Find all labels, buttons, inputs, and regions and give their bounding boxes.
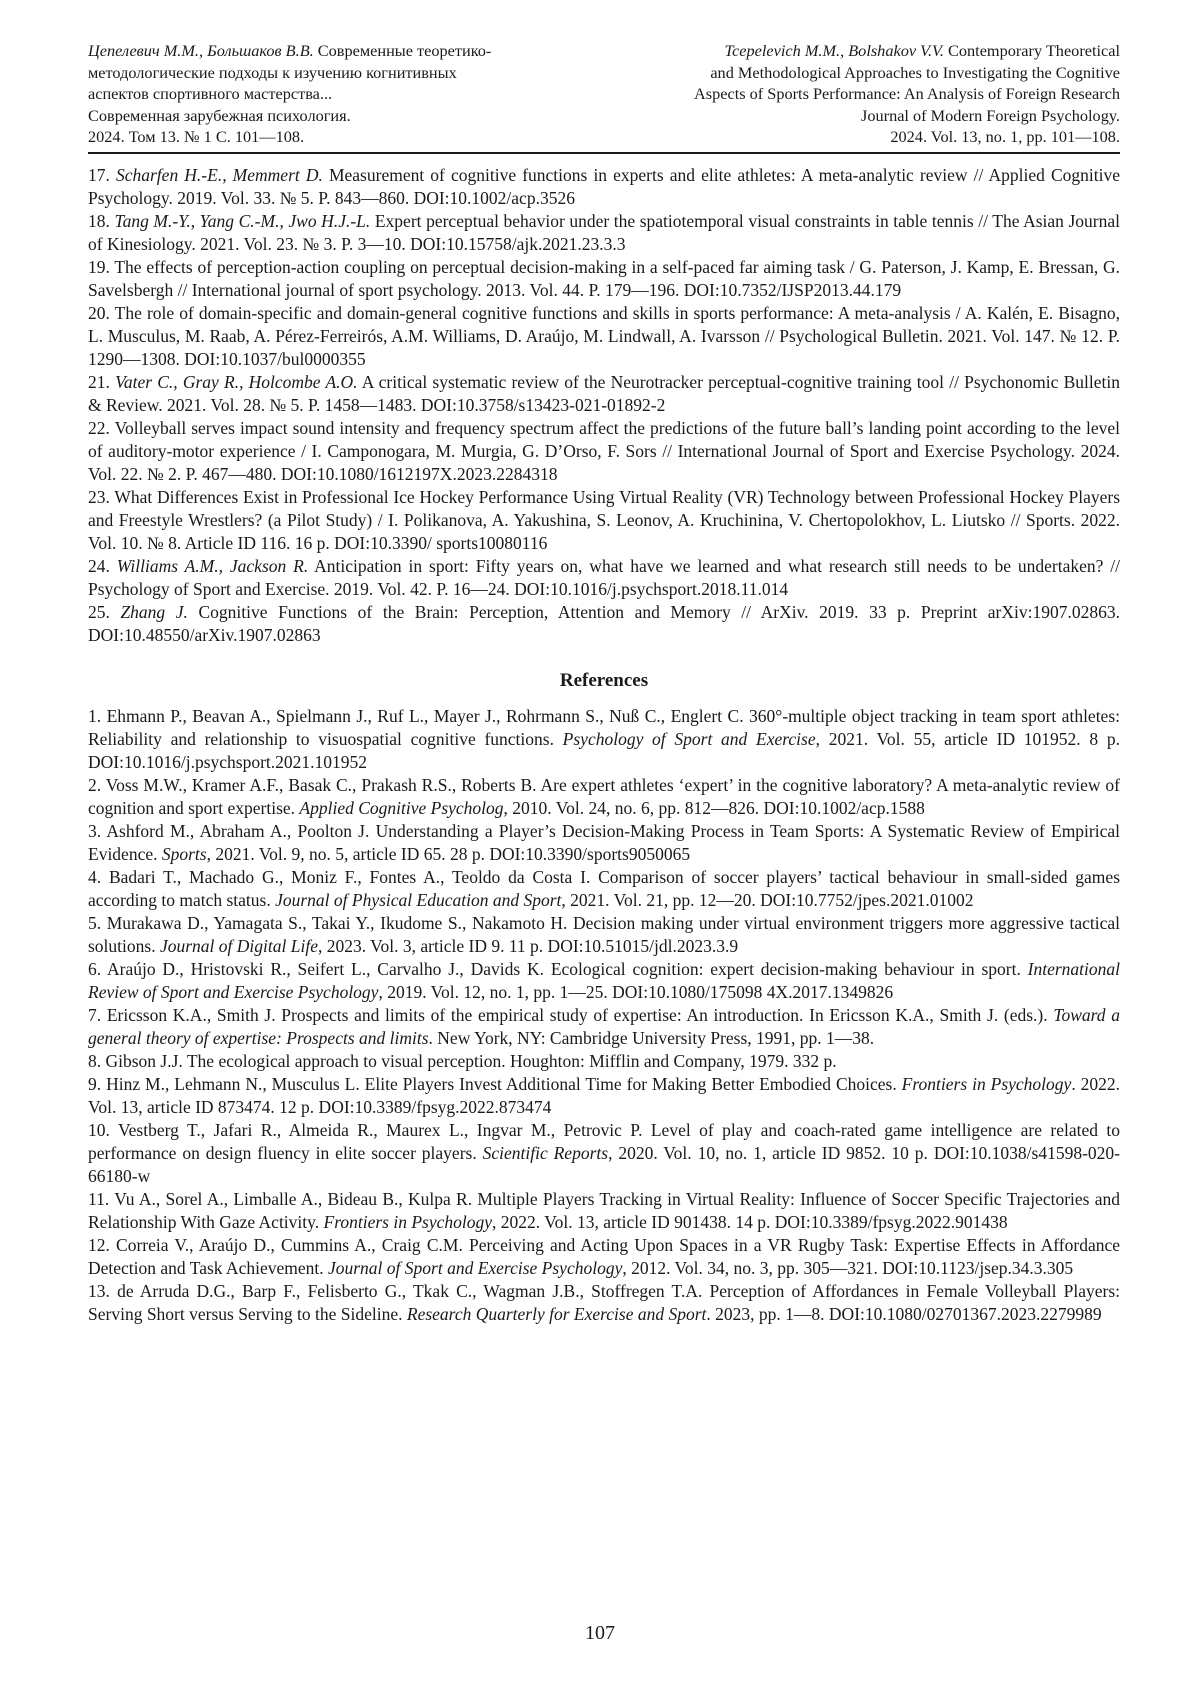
- running-header: [88, 40, 1120, 148]
- reference-item: 5. Murakawa D., Yamagata S., Takai Y., Ikudome S., Nakamoto H. Decision making under virtual environment triggers more aggressive tactical solutions. Journal of Digital Life, 2023. Vol. 3, article ID 9. 11 p. DOI:10.51015/jdl.2023.3.9: [88, 912, 1121, 956]
- reference-item: 12. Correia V., Araújo D., Cummins A., Craig C.M. Perceiving and Acting Upon Spaces in a VR Rugby Task: Expertise Effects in Affordance Detection and Task Achievement. Journal of Sport and Exercise Psychology, 2012. Vol. 34, no. 3, pp. 305—321. DOI:10.1123/jsep.34.3.305: [88, 1234, 1121, 1278]
- reference-item: 9. Hinz M., Lehmann N., Musculus L. Elite Players Invest Additional Time for Making Better Embodied Choices. Frontiers in Psychology. 2022. Vol. 13, article ID 873474. 12 p. DOI:10.3389/fpsyg.2022.873474: [88, 1073, 1121, 1117]
- reference-item: 8. Gibson J.J. The ecological approach to visual perception. Houghton: Mifflin and Company, 1979. 332 p.: [88, 1050, 837, 1071]
- header-russian: [88, 40, 604, 148]
- reference-item: 1. Ehmann P., Beavan A., Spielmann J., Ruf L., Mayer J., Rohrmann S., Nuß C., Englert C. 360°-multiple object tracking in team sport athletes: Reliability and relationship to visuospatial cognitive functions. Psychology of Sport and Exercise, 2021. Vol. 55, article ID 101952. 8 p. DOI:10.1016/j.psychsport.2021.101952: [88, 705, 1121, 772]
- reference-item: 11. Vu A., Sorel A., Limballe A., Bideau B., Kulpa R. Multiple Players Tracking in Virtual Reality: Influence of Soccer Specific Trajectories and Relationship With Gaze Activity. Frontiers in Psychology, 2022. Vol. 13, article ID 901438. 14 p. DOI:10.3389/fpsyg.2022.901438: [88, 1188, 1120, 1232]
- header-line: and Methodological Approaches to Investigating the Cognitive: [710, 62, 1120, 82]
- reference-item: 3. Ashford M., Abraham A., Poolton J. Understanding a Player’s Decision-Making Process in Team Sports: A Systematic Review of Empirical Evidence. Sports, 2021. Vol. 9, no. 5, article ID 65. 28 p. DOI:10.3390/sports9050065: [88, 820, 1120, 864]
- header-line: Journal of Modern Foreign Psychology.: [861, 105, 1120, 125]
- header-english: [604, 40, 1120, 148]
- reference-item: 25. Zhang J. Cognitive Functions of the Brain: Perception, Attention and Memory // ArXiv. 2019. 33 p. Preprint arXiv:1907.02863. DOI:10.48550/arXiv.1907.02863: [88, 601, 1121, 645]
- header-line: Tcepelevich M.M., Bolshakov V.V. Contemporary Theoretical: [724, 41, 1120, 60]
- references-heading: References: [559, 669, 649, 691]
- reference-item: 6. Araújo D., Hristovski R., Seifert L., Carvalho J., Davids K. Ecological cognition: expert decision-making behaviour in sport. International Review of Sport and Exercise Psychology, 2019. Vol. 12, no. 1, pp. 1—25. DOI:10.1080/175098 4X.2017.1349826: [88, 958, 1120, 1002]
- reference-item: 13. de Arruda D.G., Barp F., Felisberto G., Tkak C., Wagman J.B., Stoffregen T.A. Perception of Affordances in Female Volleyball Players: Serving Short versus Serving to the Sideline. Research Quarterly for Exercise and Sport. 2023, pp. 1—8. DOI:10.1080/02701367.2023.2279989: [88, 1280, 1120, 1324]
- header-line: Цепелевич М.М., Большаков В.В. Современные теоретико-: [88, 41, 492, 60]
- reference-item: 17. Scharfen H.-E., Memmert D. Measurement of cognitive functions in experts and elite athletes: A meta-analytic review // Applied Cognitive Psychology. 2019. Vol. 33. № 5. P. 843—860. DOI:10.1002/acp.3526: [88, 164, 1121, 208]
- reference-item: 2. Voss M.W., Kramer A.F., Basak C., Prakash R.S., Roberts B. Are expert athletes ‘expert’ in the cognitive laboratory? A meta-analytic review of cognition and sport expertise. Applied Cognitive Psycholog, 2010. Vol. 24, no. 6, pp. 812—826. DOI:10.1002/acp.1588: [88, 774, 1120, 818]
- page: [88, 40, 1120, 1326]
- header-divider: [88, 152, 1120, 154]
- reference-item: 7. Ericsson K.A., Smith J. Prospects and limits of the empirical study of expertise: An introduction. In Ericsson K.A., Smith J. (eds.). Toward a general theory of expertise: Prospects and limits. New York, NY: Cambridge University Press, 1991, pp. 1—38.: [88, 1004, 1120, 1048]
- header-line: 2024. Том 13. № 1 С. 101—108.: [88, 127, 305, 146]
- page-number: 107: [585, 1622, 615, 1644]
- reference-item: 20. The role of domain-specific and domain-general cognitive functions and skills in sports performance: A meta-analysis / A. Kalén, E. Bisagno, L. Musculus, M. Raab, A. Pérez-Ferreirós, A.M. Williams, D. Araújo, M. Lindwall, A. Ivarsson // Psychological Bulletin. 2021. Vol. 147. № 12. P. 1290—1308. DOI:10.1037/bul0000355: [88, 302, 1120, 369]
- reference-item: 23. What Differences Exist in Professional Ice Hockey Performance Using Virtual Reality (VR) Technology between Professional Hockey Players and Freestyle Wrestlers? (a Pilot Study) / I. Polikanova, A. Yakushina, S. Leonov, A. Kruchinina, V. Chertopolokhov, L. Liutsko // Sports. 2022. Vol. 10. № 8. Article ID 116. 16 p. DOI:10.3390/ sports10080116: [88, 486, 1121, 553]
- header-line: Современная зарубежная психология.: [88, 105, 351, 125]
- reference-item: 24. Williams A.M., Jackson R. Anticipation in sport: Fifty years on, what have we learned and what research still needs to be undertaken? // Psychology of Sport and Exercise. 2019. Vol. 42. P. 16—24. DOI:10.1016/j.psychsport.2018.11.014: [88, 555, 1121, 599]
- reference-item: 22. Volleyball serves impact sound intensity and frequency spectrum affect the predictions of the future ball’s landing point according to the level of auditory-motor experience / I. Camponogara, M. Murgia, G. D’Orso, F. Sors // International Journal of Sport and Exercise Psychology. 2024. Vol. 22. № 2. P. 467—480. DOI:10.1080/1612197X.2023.2284318: [88, 417, 1120, 484]
- reference-item: 18. Tang M.-Y., Yang C.-M., Jwo H.J.-L. Expert perceptual behavior under the spatiotemporal visual constraints in table tennis // The Asian Journal of Kinesiology. 2021. Vol. 23. № 3. P. 3—10. DOI:10.15758/ajk.2021.23.3.3: [88, 210, 1121, 254]
- references-list: [88, 705, 1120, 1326]
- header-line: 2024. Vol. 13, no. 1, pp. 101—108.: [890, 127, 1120, 146]
- header-line: аспектов спортивного мастерства...: [88, 84, 333, 103]
- reference-item: 10. Vestberg T., Jafari R., Almeida R., Maurex L., Ingvar M., Petrovic P. Level of play and coach-rated game intelligence are related to performance on design fluency in elite soccer players. Scientific Reports, 2020. Vol. 10, no. 1, article ID 9852. 10 p. DOI:10.1038/s41598-020-66180-w: [88, 1119, 1121, 1186]
- reference-item: 21. Vater C., Gray R., Holcombe A.O. A critical systematic review of the Neurotracker perceptual-cognitive training tool // Psychonomic Bulletin & Review. 2021. Vol. 28. № 5. P. 1458—1483. DOI:10.3758/s13423-021-01892-2: [88, 371, 1121, 415]
- header-line: Aspects of Sports Performance: An Analysis of Foreign Research: [694, 84, 1120, 103]
- literature-list: [88, 164, 1120, 647]
- reference-item: 19. The effects of perception-action coupling on perceptual decision-making in a self-paced far aiming task / G. Paterson, J. Kamp, E. Bressan, G. Savelsbergh // International journal of sport psychology. 2013. Vol. 44. P. 179—196. DOI:10.7352/IJSP2013.44.179: [88, 256, 1121, 300]
- reference-item: 4. Badari T., Machado G., Moniz F., Fontes A., Teoldo da Costa I. Comparison of soccer players’ tactical behaviour in small-sided games according to match status. Journal of Physical Education and Sport, 2021. Vol. 21, pp. 12—20. DOI:10.7752/jpes.2021.01002: [88, 866, 1120, 910]
- header-line: методологические подходы к изучению когнитивных: [88, 62, 457, 82]
